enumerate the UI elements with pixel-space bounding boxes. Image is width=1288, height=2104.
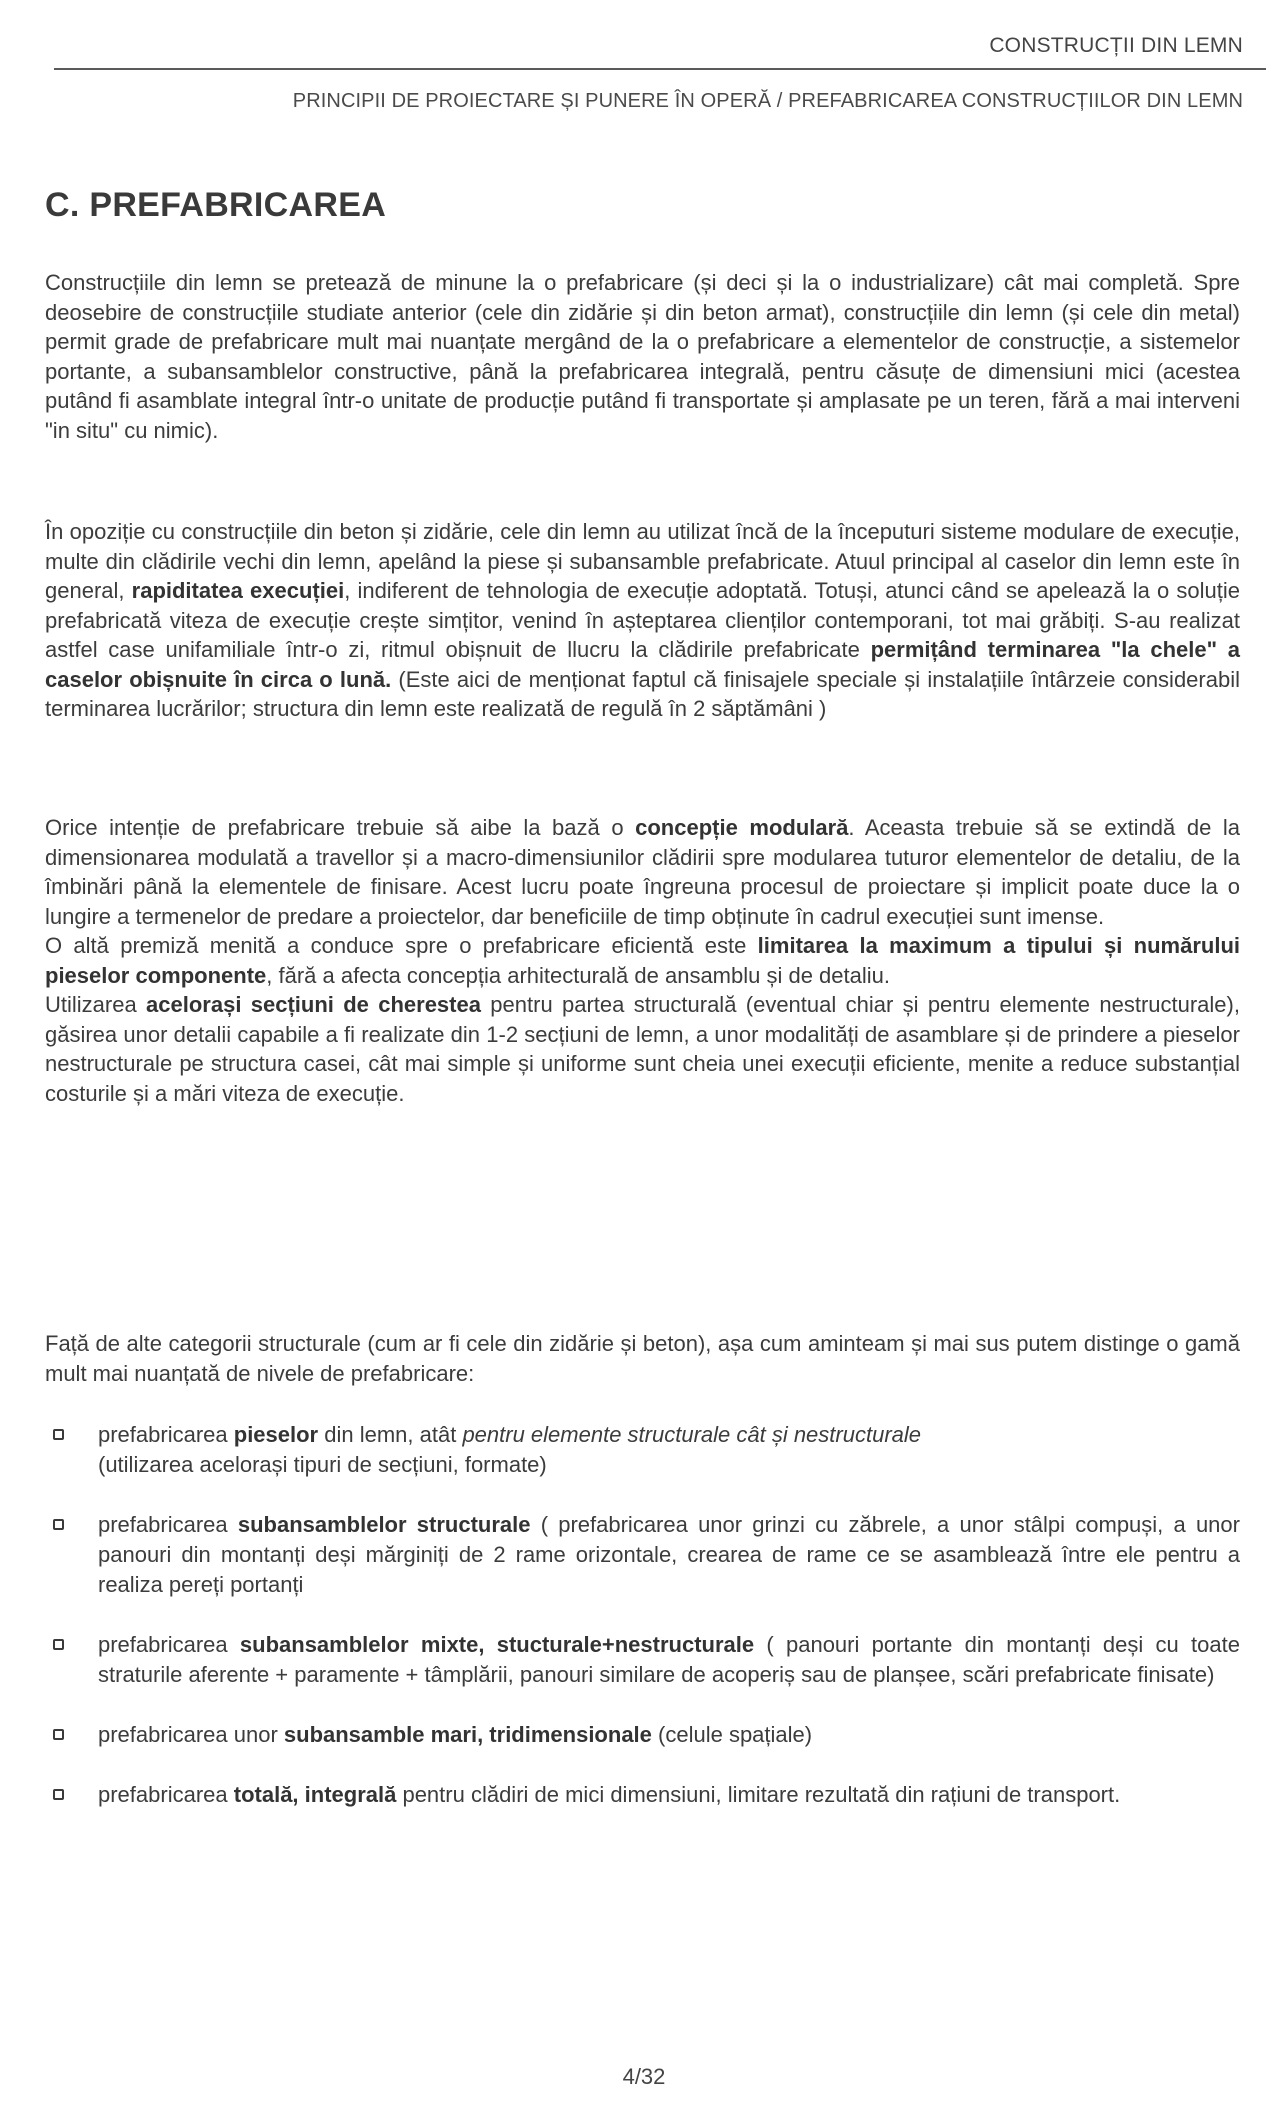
paragraph-execution-speed (45, 517, 1240, 724)
list-item (45, 1510, 1240, 1600)
text-run: prefabricarea (98, 1782, 234, 1807)
text-run: , indiferent de tehnologia de execuție adoptată. Totuși, atunci când se apelează la o soluție prefabricată viteza de execuție crește simțitor, venind în așteptarea clienților contemporani, tot mai grăbiți. S-au realizat astfel case unifamiliale într-o zi, ritmul obișnuit de llucru la clădirile prefabricate (45, 578, 1240, 662)
text-run: prefabricarea (98, 1422, 234, 1447)
text-run: Utilizarea (45, 992, 147, 1017)
text-run: prefabricarea (98, 1632, 240, 1657)
italic-run: pentru elemente structurale cât și nestructurale (462, 1422, 921, 1447)
emphasis-limitation: limitarea la maximum a tipului și numărului pieselor componente (45, 933, 1240, 988)
header-divider (54, 68, 1266, 70)
text-run: prefabricarea unor (98, 1722, 284, 1747)
emphasis-modular: concepție modulară (635, 815, 849, 840)
hollow-square-bullet-icon (53, 1519, 64, 1530)
text-run: ( panouri portante din montanți deși cu toate straturile aferente + paramente + tâmplării, panouri similare de acoperiș sau de planșee, scări prefabricate finisate) (98, 1632, 1240, 1687)
emphasis-rapidity: rapiditatea execuției (131, 578, 345, 603)
hollow-square-bullet-icon (53, 1429, 64, 1440)
emphasis-turnkey: permițând terminarea "la chele" a caselor obișnuite în circa o lună. (45, 637, 1240, 692)
list-item (45, 1720, 1240, 1750)
page-number: 4/32 (622, 2064, 666, 2089)
emphasis: totală, integrală (233, 1782, 397, 1807)
paragraph-modular-concept (45, 813, 1240, 1108)
hollow-square-bullet-icon (53, 1789, 64, 1800)
text-run: din lemn, atât (318, 1422, 463, 1447)
text-run: (utilizarea acelorași tipuri de secțiuni, formate) (98, 1452, 547, 1477)
list-item (45, 1630, 1240, 1690)
emphasis: pieselor (233, 1422, 319, 1447)
list-item (45, 1780, 1240, 1810)
hollow-square-bullet-icon (53, 1639, 64, 1650)
emphasis: subansamble mari, tridimensionale (283, 1722, 652, 1747)
text-run: . Aceasta trebuie să se extindă de la dimensionarea modulată a travellor și a macro-dimensiunilor clădirii spre modularea tuturor elementelor de detaliu, de la îmbinări până la elementele de finisare. Acest lucru poate îngreuna procesul de proiectare și implicit poate duce la o lungire a termenelor de predare a proiectelor, dar beneficiile de timp obținute în cadrul execuției sunt imense. (45, 815, 1240, 929)
text-run: ( prefabricarea unor grinzi cu zăbrele, a unor stâlpi compuși, a unor panouri din montanți deși mărginiți de 2 rame orizontale, crearea de rame ce se asamblează între ele pentru a realiza pereți portanți (98, 1512, 1240, 1597)
emphasis-same-sections: acelorași secțiuni de cherestea (146, 992, 481, 1017)
section-title: C. PREFABRICAREA (45, 186, 387, 224)
text-run: prefabricarea (98, 1512, 238, 1537)
paragraph-intro: Construcțiile din lemn se pretează de minune la o prefabricare (și deci și la o industrializare) cât mai completă. Spre deosebire de construcțiile studiate anterior (cele din zidărie și din beton armat), construcțiile din lemn (și cele din metal) permit grade de prefabricare mult mai nuanțate mergând de la o prefabricare a elementelor de construcție, a sistemelor portante, a subansamblelor constructive, până la prefabricarea integrală, pentru căsuțe de dimensiuni mici (acestea putând fi asamblate integral într-o unitate de producție putând fi transportate și amplasate pe un teren, fără a mai interveni "in situ" cu nimic). (45, 270, 1240, 443)
text-run: În opoziție cu construcțiile din beton și zidărie, cele din lemn au utilizat încă de la începuturi sisteme modulare de execuție, multe din clădirile vechi din lemn, apelând la piese și subansamble prefabricate. Atuul principal al caselor din lemn este în general, (45, 519, 1240, 603)
list-item (45, 1420, 1240, 1480)
hollow-square-bullet-icon (53, 1729, 64, 1740)
chapter-breadcrumb: PRINCIPII DE PROIECTARE ȘI PUNERE ÎN OPERĂ / PREFABRICAREA CONSTRUCȚIILOR DIN LEMN (292, 90, 1243, 112)
prefabrication-levels-list (45, 1420, 1240, 1840)
running-header-title: CONSTRUCȚII DIN LEMN (989, 34, 1243, 57)
text-run: pentru clădiri de mici dimensiuni, limitare rezultată din rațiuni de transport. (396, 1782, 1121, 1807)
text-run: (Este aici de menționat faptul că finisajele speciale și instalațiile întârzeie considerabil terminarea lucrărilor; structura din lemn este realizată de regulă în 2 săptămâni ) (45, 666, 1240, 721)
text-run: , fără a afecta concepția arhitecturală de ansamblu și de detaliu. (266, 962, 890, 988)
text-run: pentru partea structurală (eventual chiar și pentru elemente nestructurale), găsirea unor detalii capabile a fi realizate din 1-2 secțiuni de lemn, a unor modalități de asamblare și de prindere a pieselor nestructurale pe structura casei, cât mai simple și uniforme sunt cheia unei execuții eficiente, menite a reduce substanțial costurile și a mări viteza de execuție. (45, 992, 1240, 1106)
text-run: (celule spațiale) (651, 1722, 813, 1747)
paragraph-levels-intro: Față de alte categorii structurale (cum ar fi cele din zidărie și beton), așa cum aminteam și mai sus putem distinge o gamă mult mai nuanțată de nivele de prefabricare: (45, 1331, 1240, 1386)
text-run: O altă premiză menită a conduce spre o prefabricare eficientă este (45, 933, 758, 958)
text-run: Orice intenție de prefabricare trebuie să aibe la bază o (45, 815, 636, 840)
emphasis: subansamblelor mixte, stucturale+nestructurale (239, 1632, 755, 1657)
emphasis: subansamblelor structurale (237, 1512, 531, 1537)
